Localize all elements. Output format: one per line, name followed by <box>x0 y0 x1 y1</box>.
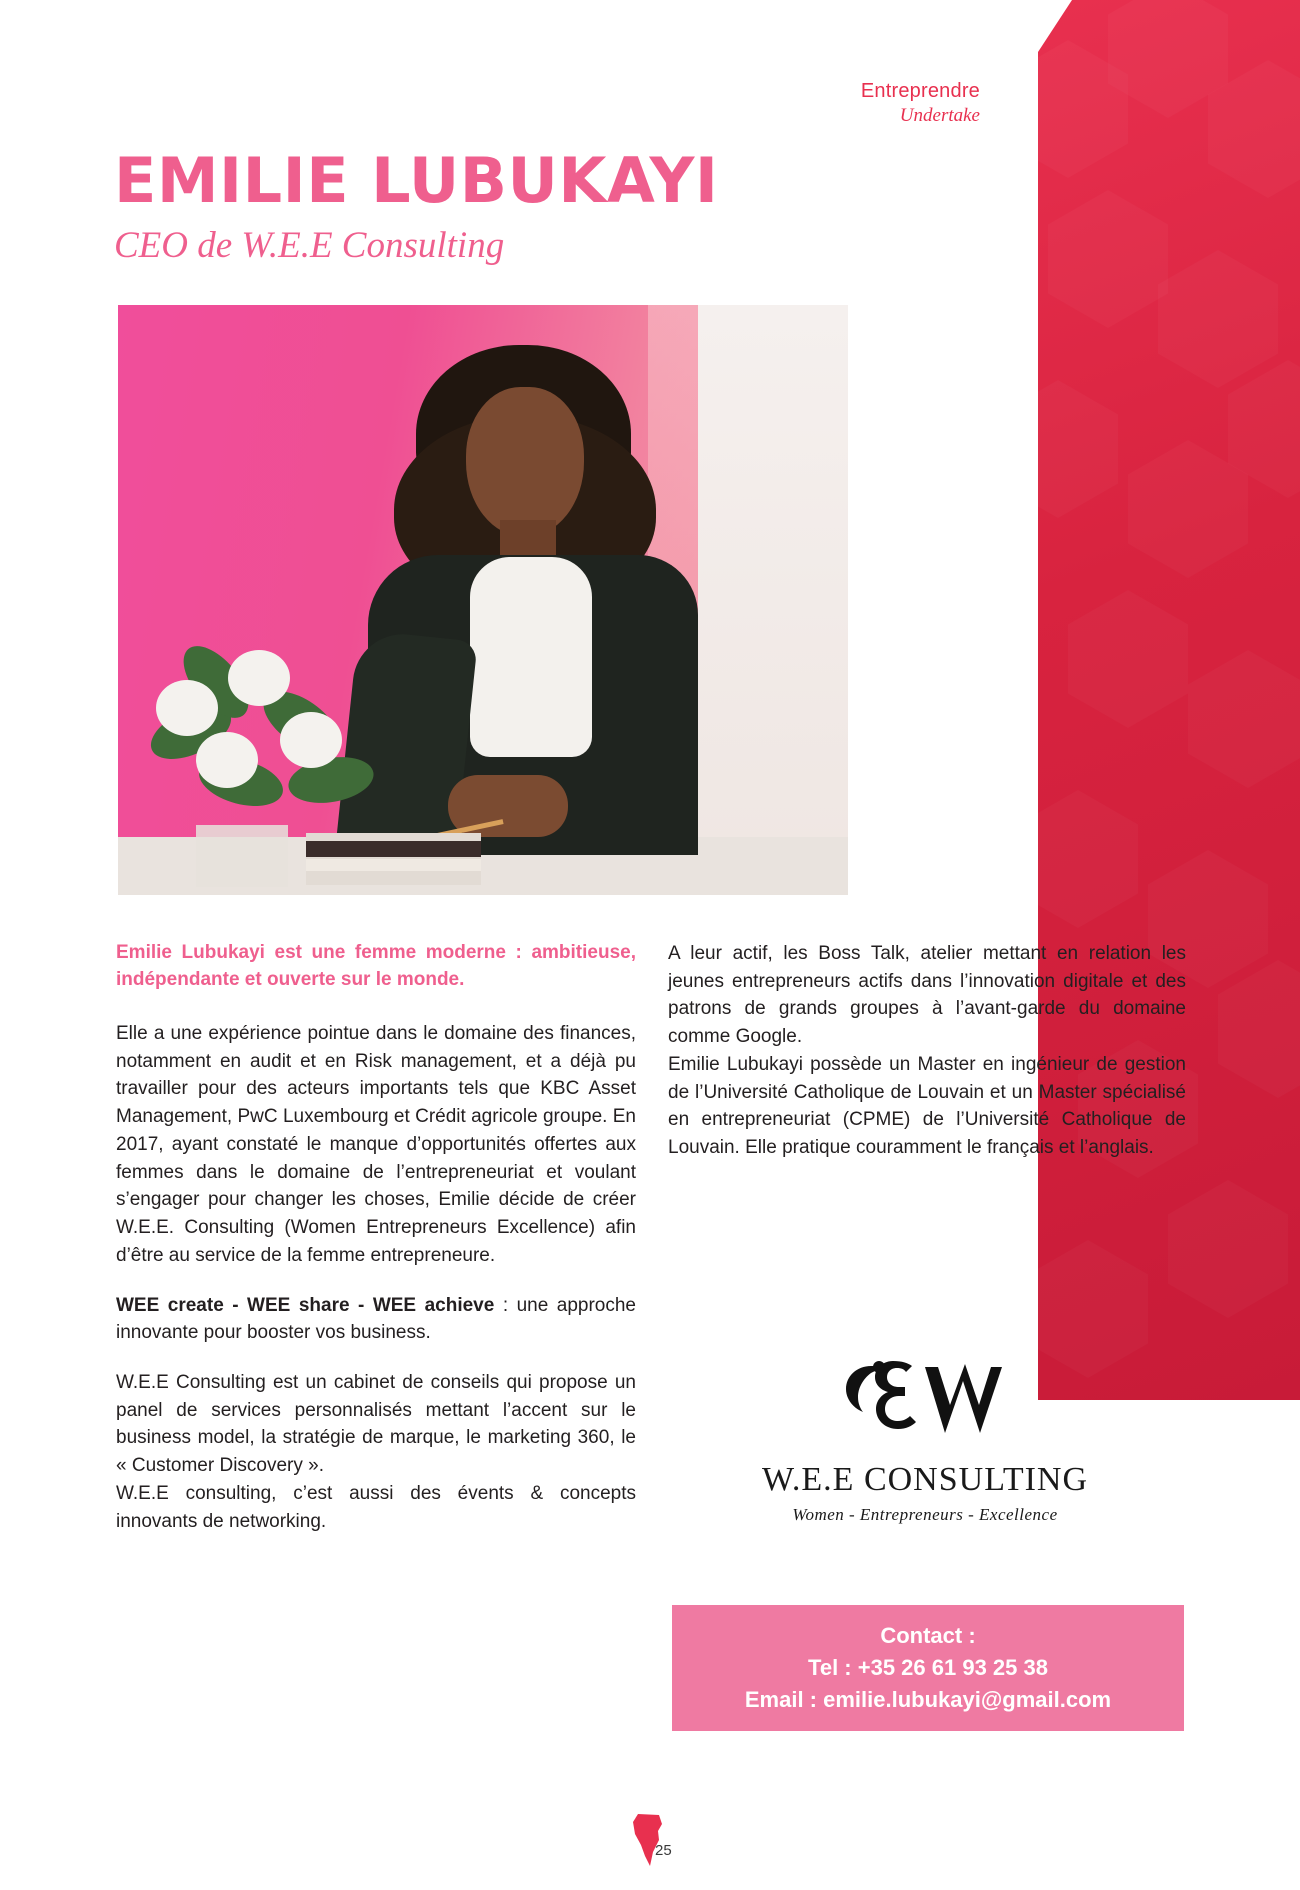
left-text-column <box>116 940 636 1557</box>
slogan-paragraph <box>116 1292 636 1347</box>
body-paragraph-3: W.E.E consulting, c’est aussi des évents & concepts innovants de networking. <box>116 1482 636 1532</box>
kicker-french: Entreprendre <box>860 80 980 102</box>
body-paragraph-1: Elle a une expérience pointue dans le domaine des finances, notamment en audit et en Risk management, et a déjà pu travailler pour des acteurs importants tels que KBC Asset Management, PwC Luxembourg et Crédit agricole groupe. En 2017, ayant constaté le manque d’opportunités offertes aux femmes dans le domaine de l’entrepreneuriat et voulant s’engager pour changer les choses, Emilie décide de créer W.E.E. Consulting (Women Entrepreneurs Excellence) afin d’être au service de la femme entrepreneure. <box>116 1022 636 1266</box>
decorative-right-band <box>1038 0 1300 1400</box>
logo-mark-icon <box>690 1345 1160 1457</box>
slogan-bold: WEE create - WEE share - WEE achieve <box>116 1294 495 1316</box>
page-title: EMILIE LUBUKAYI <box>114 144 719 217</box>
photo-person-face <box>466 387 584 537</box>
band-corner-cut <box>1038 0 1072 52</box>
lead-paragraph: Emilie Lubukayi est une femme moderne : ambitieuse, indépendante et ouverte sur le monde. <box>116 942 636 990</box>
contact-phone[interactable]: Tel : +35 26 61 93 25 38 <box>808 1655 1048 1681</box>
africa-map-icon <box>629 1812 671 1868</box>
contact-box <box>672 1605 1184 1731</box>
page-number: 25 <box>655 1842 672 1859</box>
company-logo <box>690 1345 1160 1525</box>
kicker-english: Undertake <box>899 105 980 126</box>
photo-vase <box>196 825 288 887</box>
photo-backdrop-right <box>698 305 848 895</box>
page-subtitle: CEO de W.E.E Consulting <box>114 225 505 266</box>
hero-photo <box>118 305 848 895</box>
section-kicker <box>861 78 980 129</box>
logo-tagline: Women - Entrepreneurs - Excellence <box>792 1505 1058 1524</box>
body-paragraph-2: W.E.E Consulting est un cabinet de conseils qui propose un panel de services personnalisés mettant l’accent sur le business model, la stratégie de marque, le marketing 360, le « Customer Discovery ». <box>116 1372 636 1477</box>
photo-flowers <box>138 640 378 840</box>
contact-email[interactable]: Email : emilie.lubukayi@gmail.com <box>744 1686 1112 1712</box>
slogan-rest: : une approche innovante pour booster vos business. <box>116 1294 637 1344</box>
page-footer <box>0 1812 1300 1868</box>
body-paragraph-5: Emilie Lubukayi possède un Master en ingénieur de gestion de l’Université Catholique de Louvain et un Master spécialisé en entrepreneuriat (CPME) de l’Université Catholique de Louvain. Elle pratique couramment le français et l’anglais. <box>668 1053 1186 1159</box>
title-block <box>114 144 1014 267</box>
contact-heading: Contact : <box>880 1623 976 1649</box>
body-paragraph-4: A leur actif, les Boss Talk, atelier mettant en relation les jeunes entrepreneurs actifs dans l’innovation digitale et des patrons de grands groupes à l’avant-garde du domaine comme Google. <box>668 943 1186 1048</box>
logo-name: W.E.E CONSULTING <box>761 1461 1089 1498</box>
right-text-column <box>668 940 1186 1184</box>
photo-books <box>306 833 481 885</box>
hexagon-pattern <box>1038 0 1300 1400</box>
photo-person-top <box>470 557 592 757</box>
